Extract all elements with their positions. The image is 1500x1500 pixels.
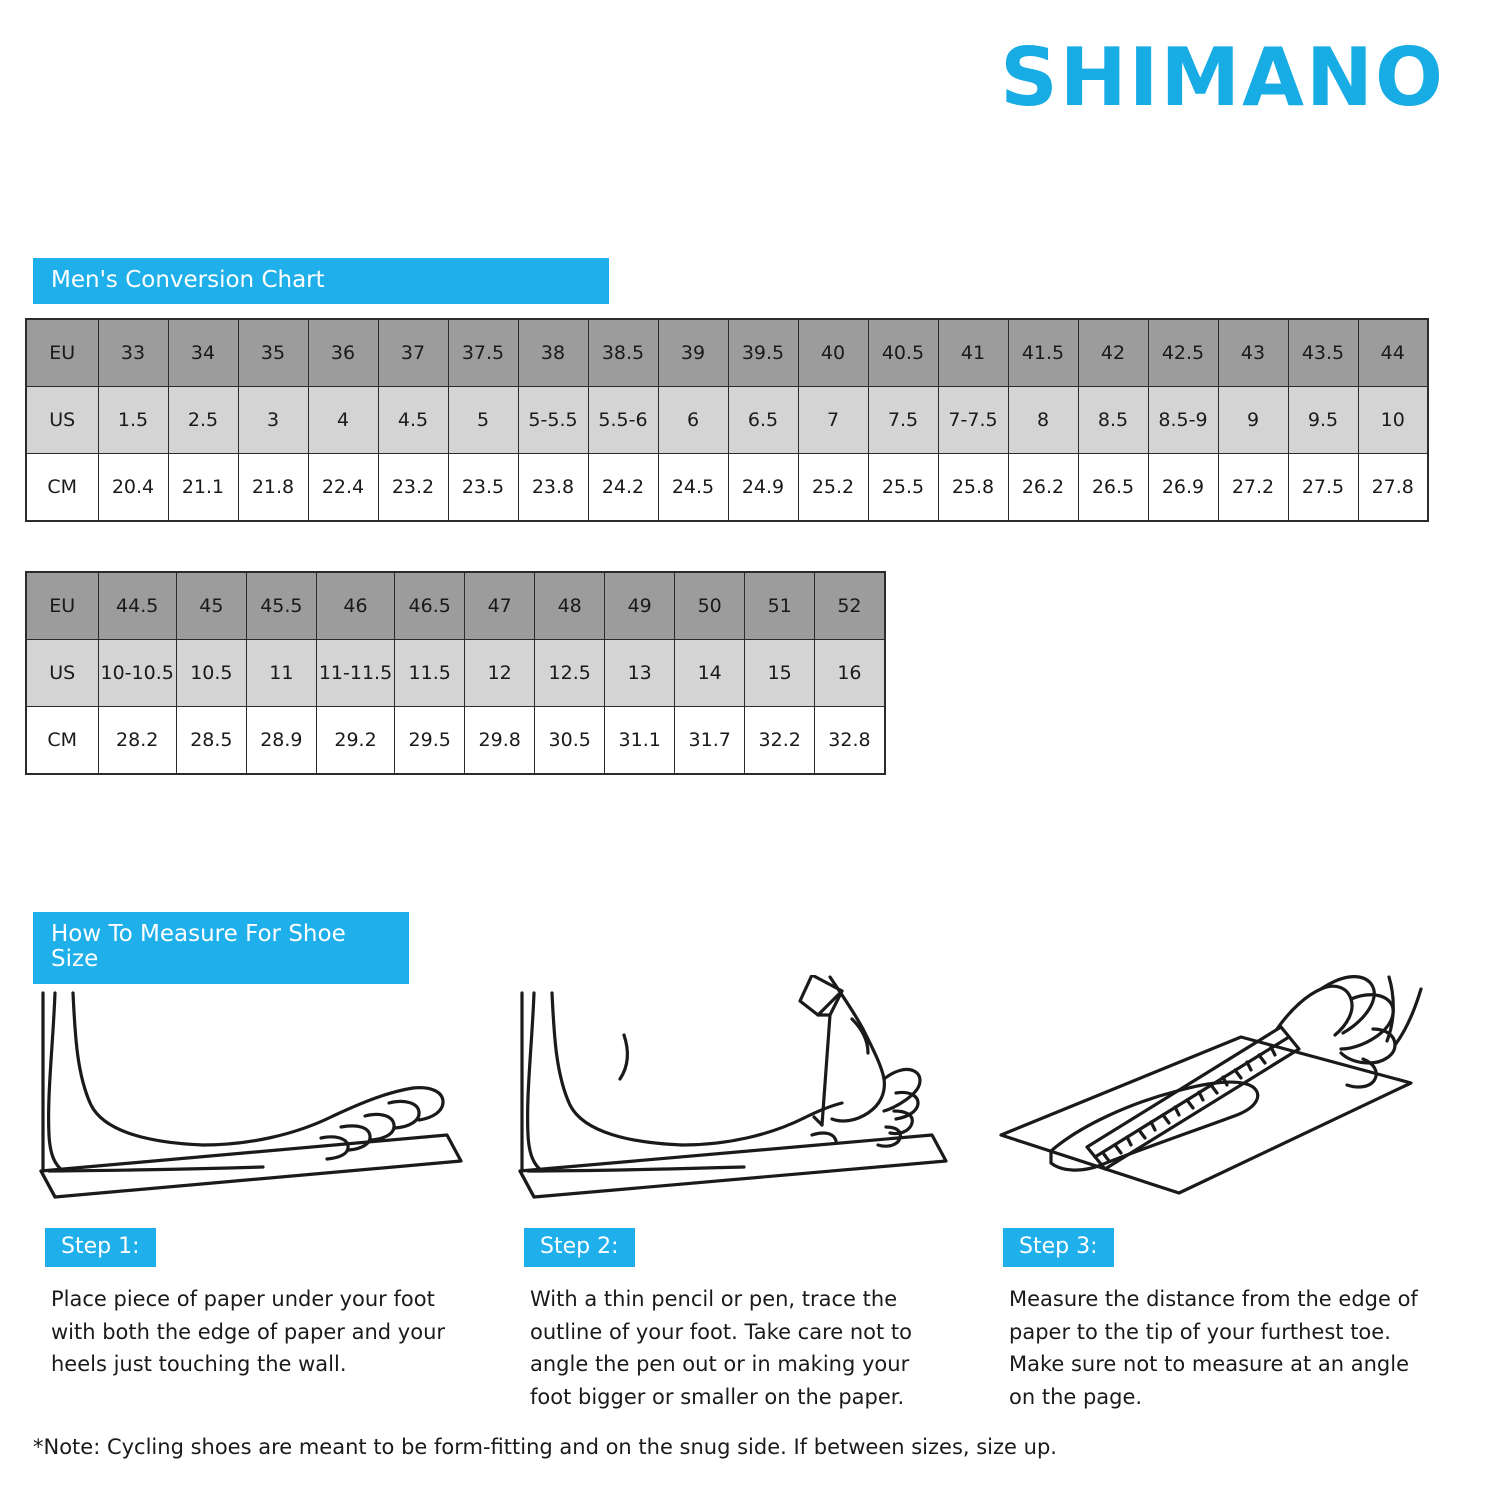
table-row bbox=[26, 454, 1428, 522]
table-cell: 4 bbox=[308, 387, 378, 454]
table-cell: 8.5 bbox=[1078, 387, 1148, 454]
row-label: CM bbox=[26, 707, 98, 775]
table-cell: 5.5-6 bbox=[588, 387, 658, 454]
table-cell: 36 bbox=[308, 319, 378, 387]
table-cell: 9 bbox=[1218, 387, 1288, 454]
table-cell: 10 bbox=[1358, 387, 1428, 454]
row-label: EU bbox=[26, 572, 98, 640]
table-cell: 35 bbox=[238, 319, 308, 387]
table-cell: 41.5 bbox=[1008, 319, 1078, 387]
sizing-note: *Note: Cycling shoes are meant to be form-fitting and on the snug side. If between sizes, size up. bbox=[33, 1435, 1057, 1459]
step-3-badge: Step 3: bbox=[1003, 1228, 1114, 1267]
table-cell: 23.5 bbox=[448, 454, 518, 522]
table-cell: 31.7 bbox=[675, 707, 745, 775]
table-cell: 28.9 bbox=[246, 707, 316, 775]
table-cell: 29.8 bbox=[465, 707, 535, 775]
table-cell: 40 bbox=[798, 319, 868, 387]
table-cell: 23.2 bbox=[378, 454, 448, 522]
table-cell: 45 bbox=[176, 572, 246, 640]
table-cell: 24.5 bbox=[658, 454, 728, 522]
table-cell: 12.5 bbox=[535, 640, 605, 707]
row-label: US bbox=[26, 640, 98, 707]
table-cell: 25.8 bbox=[938, 454, 1008, 522]
conversion-table-continued bbox=[25, 571, 886, 775]
table-cell: 39.5 bbox=[728, 319, 798, 387]
table-cell: 26.2 bbox=[1008, 454, 1078, 522]
step-1 bbox=[33, 975, 512, 1413]
table-cell: 9.5 bbox=[1288, 387, 1358, 454]
table-cell: 4.5 bbox=[378, 387, 448, 454]
table-cell: 13 bbox=[605, 640, 675, 707]
table-cell: 11 bbox=[246, 640, 316, 707]
table-cell: 51 bbox=[745, 572, 815, 640]
step-3-text: Measure the distance from the edge of paper to the tip of your furthest toe. Make sure not to measure at an angle on the page. bbox=[1009, 1287, 1418, 1409]
table-cell: 7-7.5 bbox=[938, 387, 1008, 454]
table-cell: 45.5 bbox=[246, 572, 316, 640]
table-cell: 14 bbox=[675, 640, 745, 707]
table-row bbox=[26, 640, 885, 707]
table-row bbox=[26, 572, 885, 640]
table-cell: 22.4 bbox=[308, 454, 378, 522]
table-cell: 26.9 bbox=[1148, 454, 1218, 522]
table-row bbox=[26, 387, 1428, 454]
table-cell: 32.2 bbox=[745, 707, 815, 775]
table-cell: 29.5 bbox=[395, 707, 465, 775]
table-cell: 20.4 bbox=[98, 454, 168, 522]
table-cell: 31.1 bbox=[605, 707, 675, 775]
table-cell: 46 bbox=[316, 572, 394, 640]
table-cell: 40.5 bbox=[868, 319, 938, 387]
table-cell: 37 bbox=[378, 319, 448, 387]
table-cell: 10-10.5 bbox=[98, 640, 176, 707]
table-cell: 24.2 bbox=[588, 454, 658, 522]
table-cell: 29.2 bbox=[316, 707, 394, 775]
step-1-text: Place piece of paper under your foot with both the edge of paper and your heels just touching the wall. bbox=[51, 1287, 446, 1377]
shimano-logo: SHIMANO bbox=[1000, 31, 1445, 124]
table-cell: 30.5 bbox=[535, 707, 605, 775]
table-cell: 26.5 bbox=[1078, 454, 1148, 522]
table-cell: 32.8 bbox=[815, 707, 885, 775]
row-label: CM bbox=[26, 454, 98, 522]
step-3 bbox=[991, 975, 1470, 1413]
table-cell: 25.2 bbox=[798, 454, 868, 522]
step-1-badge: Step 1: bbox=[45, 1228, 156, 1267]
table-row bbox=[26, 707, 885, 775]
table-cell: 6 bbox=[658, 387, 728, 454]
table-cell: 6.5 bbox=[728, 387, 798, 454]
table-cell: 15 bbox=[745, 640, 815, 707]
table-cell: 43 bbox=[1218, 319, 1288, 387]
table-cell: 48 bbox=[535, 572, 605, 640]
table-cell: 8.5-9 bbox=[1148, 387, 1218, 454]
tracing-foot-illustration bbox=[512, 975, 961, 1220]
how-to-measure-heading-wrap bbox=[33, 912, 409, 984]
step-2-badge: Step 2: bbox=[524, 1228, 635, 1267]
table-cell: 11-11.5 bbox=[316, 640, 394, 707]
table-cell: 23.8 bbox=[518, 454, 588, 522]
table-cell: 28.5 bbox=[176, 707, 246, 775]
table-cell: 44 bbox=[1358, 319, 1428, 387]
table-cell: 33 bbox=[98, 319, 168, 387]
table-cell: 1.5 bbox=[98, 387, 168, 454]
mens-conversion-chart-heading: Men's Conversion Chart bbox=[33, 258, 609, 304]
conversion-table bbox=[25, 318, 1429, 522]
table-cell: 27.2 bbox=[1218, 454, 1288, 522]
table-cell: 46.5 bbox=[395, 572, 465, 640]
table-cell: 5-5.5 bbox=[518, 387, 588, 454]
table-cell: 43.5 bbox=[1288, 319, 1358, 387]
table-cell: 37.5 bbox=[448, 319, 518, 387]
table-cell: 3 bbox=[238, 387, 308, 454]
how-to-measure-heading: How To Measure For Shoe Size bbox=[33, 912, 409, 984]
table-cell: 49 bbox=[605, 572, 675, 640]
measuring-outline-illustration bbox=[991, 975, 1440, 1220]
table-cell: 12 bbox=[465, 640, 535, 707]
table-cell: 24.9 bbox=[728, 454, 798, 522]
table-cell: 27.8 bbox=[1358, 454, 1428, 522]
steps-container bbox=[33, 975, 1470, 1413]
table-cell: 28.2 bbox=[98, 707, 176, 775]
table-cell: 38 bbox=[518, 319, 588, 387]
table-cell: 11.5 bbox=[395, 640, 465, 707]
mens-conversion-table-secondary bbox=[25, 571, 886, 775]
foot-on-paper-illustration bbox=[33, 975, 482, 1220]
table-cell: 2.5 bbox=[168, 387, 238, 454]
table-cell: 38.5 bbox=[588, 319, 658, 387]
table-cell: 21.8 bbox=[238, 454, 308, 522]
table-cell: 50 bbox=[675, 572, 745, 640]
table-cell: 39 bbox=[658, 319, 728, 387]
mens-conversion-table-primary bbox=[25, 318, 1429, 522]
table-row bbox=[26, 319, 1428, 387]
table-cell: 7.5 bbox=[868, 387, 938, 454]
table-cell: 21.1 bbox=[168, 454, 238, 522]
table-cell: 41 bbox=[938, 319, 1008, 387]
step-2-text: With a thin pencil or pen, trace the outline of your foot. Take care not to angle the pen out or in making your foot bigger or smaller on the paper. bbox=[530, 1287, 913, 1409]
table-cell: 5 bbox=[448, 387, 518, 454]
table-cell: 10.5 bbox=[176, 640, 246, 707]
table-cell: 34 bbox=[168, 319, 238, 387]
table-cell: 7 bbox=[798, 387, 868, 454]
table-cell: 52 bbox=[815, 572, 885, 640]
table-cell: 25.5 bbox=[868, 454, 938, 522]
table-cell: 8 bbox=[1008, 387, 1078, 454]
table-cell: 42.5 bbox=[1148, 319, 1218, 387]
row-label: US bbox=[26, 387, 98, 454]
table-cell: 42 bbox=[1078, 319, 1148, 387]
table-cell: 27.5 bbox=[1288, 454, 1358, 522]
table-cell: 47 bbox=[465, 572, 535, 640]
step-2 bbox=[512, 975, 991, 1413]
table-cell: 44.5 bbox=[98, 572, 176, 640]
row-label: EU bbox=[26, 319, 98, 387]
table-cell: 16 bbox=[815, 640, 885, 707]
